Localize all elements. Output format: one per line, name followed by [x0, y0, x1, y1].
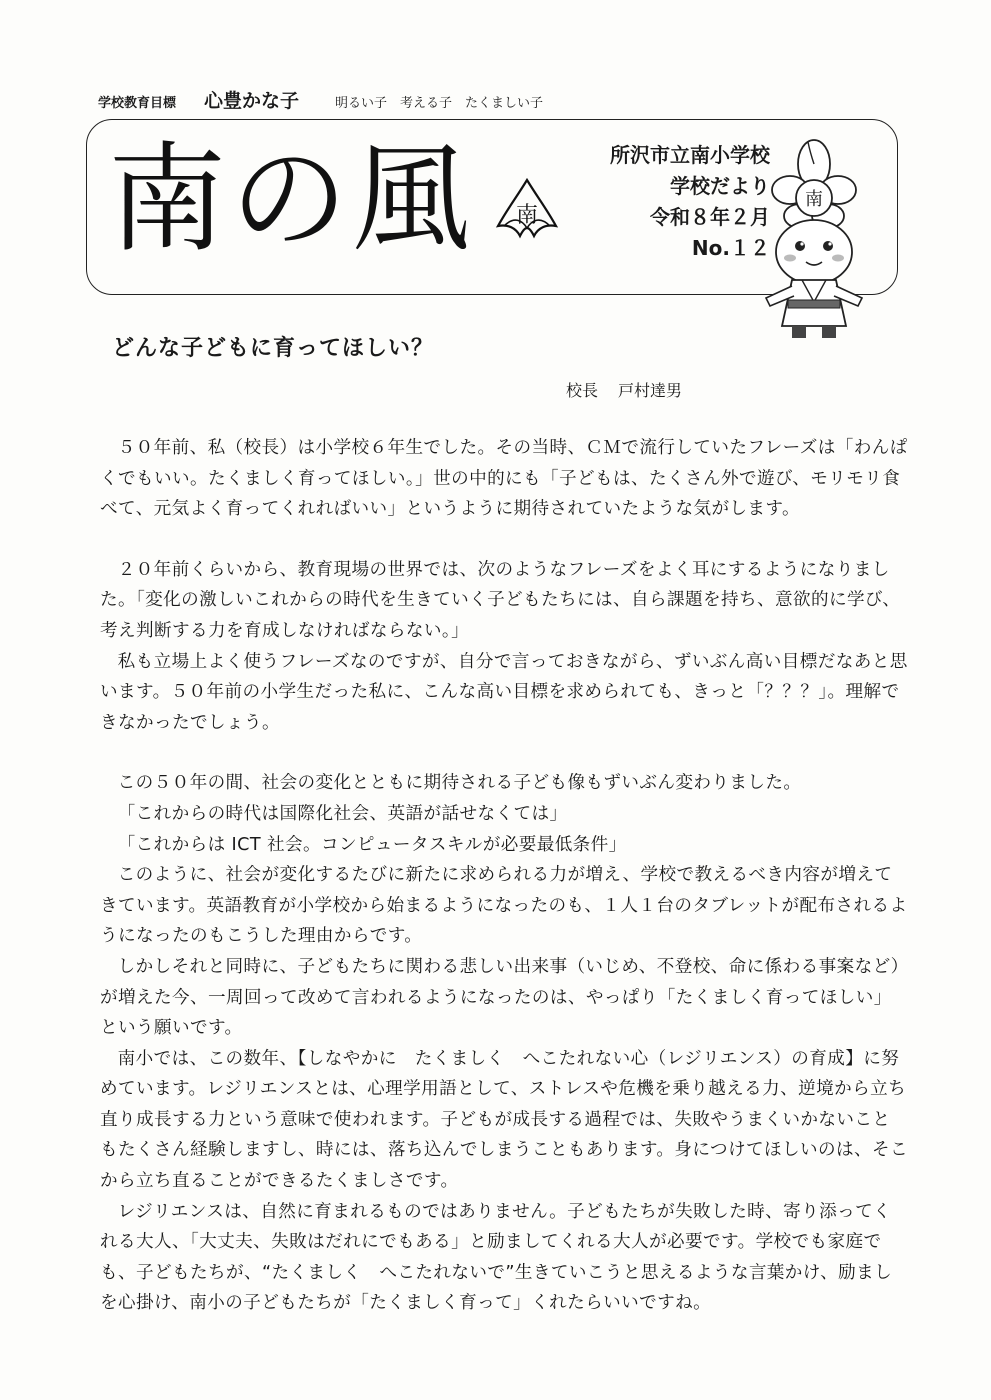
paragraph: この５０年の間、社会の変化とともに期待される子ども像もずいぶん変わりました。: [117, 773, 802, 794]
paragraph: このように、社会が変化するたびに新たに求められる力が増え、学校で教えるべき内容が増えてきています。英語教育が小学校から始まるようになったのも、１人１台のタブレットが配布されるようになったのもこうした理由からです。: [100, 865, 908, 947]
school-name: 所沢市立南小学校: [610, 143, 770, 167]
school-goal-line: [98, 86, 543, 114]
author-name: 戸村達男: [618, 381, 683, 400]
paragraph: ２０年前くらいから、教育現場の世界では、次のようなフレーズをよく耳にするようになりました。「変化の激しいこれからの時代を生きていく子どもたちには、自ら課題を持ち、意欲的に学び、考え判断する力を育成しなければならない。」: [100, 559, 901, 641]
paragraph: 南小では、この数年、【しなやかに たくましく へこたれない心（レジリエンス）の育成】に努めています。レジリエンスとは、心理学用語として、ストレスや危機を乗り越える力、逆境から立ち直り成長する力という意味で使われます。子どもが成長する過程では、失敗やうまくいかないこともたくさん経験しますし、時には、落ち込んでしまうこともあります。身につけてほしいのは、そこから立ち直ることができるたくましさです。: [100, 1048, 908, 1192]
school-info: [560, 140, 770, 264]
paragraph: 「これからの時代は国際化社会、英語が話せなくては」: [117, 803, 568, 824]
paragraph: 「これからは ICT 社会。コンピュータスキルが必要最低条件」: [117, 834, 627, 855]
paragraph: レジリエンスは、自然に育まれるものではありません。子どもたちが失敗した時、寄り添ってくれる大人、「大丈夫、失敗はだれにでもある」と励ましてくれる大人が必要です。学校でも家庭でも、子どもたちが、“たくましく へこたれないで”生きていこうと思えるような言葉かけ、励ましを心掛け、南小の子どもたちが「たくましく育って」くれたらいいですね。: [100, 1201, 893, 1314]
goal-main: 心豊かな子: [204, 90, 300, 112]
emblem-char: 南: [515, 203, 539, 228]
goal-label: 学校教育目標: [98, 96, 177, 111]
flower-mascot-icon: [752, 134, 876, 344]
article-author: [566, 378, 682, 401]
school-emblem-icon: [494, 176, 560, 254]
newsletter-type: 学校だより: [670, 174, 770, 198]
paragraph: 私も立場上よく使うフレーズなのですが、自分で言っておきながら、ずいぶん高い目標だなあと思います。５０年前の小学生だった私に、こんな高い目標を求められても、きっと「？？？」。理解できなかったでしょう。: [100, 651, 908, 733]
issue-number: No.１２: [691, 236, 770, 260]
issue-date: 令和８年２月: [650, 205, 770, 229]
goal-traits: 明るい子 考える子 たくましい子: [335, 96, 544, 111]
paragraph: ５０年前、私（校長）は小学校６年生でした。その当時、ＣＭで流行していたフレーズは「わんぱくでもいい。たくましく育ってほしい。」世の中的にも「子どもは、たくさん外で遊び、モリモリ食べて、元気よく育ってくれればいい」というように期待されていたような気がします。: [100, 438, 908, 520]
newsletter-title: 南の風: [108, 130, 475, 268]
article-body: [100, 433, 908, 1319]
paragraph: しかしそれと同時に、子どもたちに関わる悲しい出来事（いじめ、不登校、命に係わる事案など）が増えた今、一周回って改めて言われるようになったのは、やっぱり「たくましく育ってほしい」という願いです。: [100, 956, 900, 1039]
article-headline: どんな子どもに育ってほしい？: [112, 336, 435, 361]
author-role: 校長: [566, 381, 599, 400]
mascot-char: 南: [805, 189, 823, 210]
